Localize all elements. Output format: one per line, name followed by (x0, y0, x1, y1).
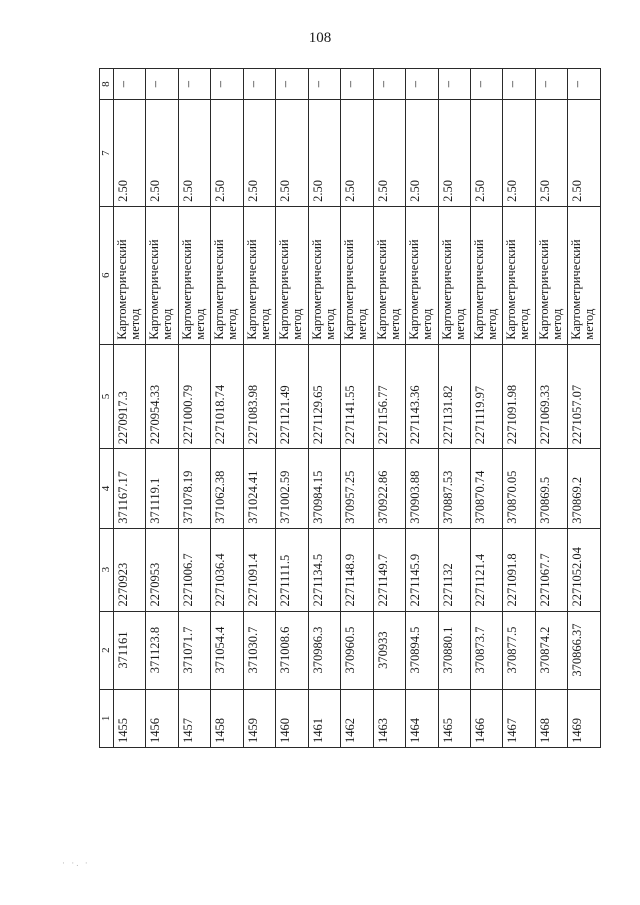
note-cell: – (211, 69, 243, 100)
column-header-2: 2 (100, 611, 114, 689)
y-new-cell: 2271119.97 (470, 344, 502, 449)
accuracy-cell: 2.50 (276, 100, 308, 207)
accuracy-cell: 2.50 (373, 100, 405, 207)
column-header-7: 7 (100, 100, 114, 207)
method-cell: Картометрический метод (243, 206, 275, 344)
method-cell: Картометрический метод (438, 206, 470, 344)
x-old-cell: 370877.5 (503, 611, 535, 689)
y-old-cell: 2271145.9 (406, 528, 438, 611)
scan-artifact: · ·. · (62, 858, 90, 868)
note-cell: – (438, 69, 470, 100)
method-cell: Картометрический метод (568, 206, 601, 344)
x-old-cell: 370880.1 (438, 611, 470, 689)
column-header-1: 1 (100, 689, 114, 747)
accuracy-cell: 2.50 (308, 100, 340, 207)
accuracy-cell: 2.50 (535, 100, 567, 207)
column-header-3: 3 (100, 528, 114, 611)
note-cell: – (243, 69, 275, 100)
table-row (211, 69, 243, 748)
method-cell: Картометрический метод (406, 206, 438, 344)
table-row (535, 69, 567, 748)
accuracy-cell: 2.50 (341, 100, 373, 207)
point-id-cell: 1455 (114, 689, 146, 747)
y-old-cell: 2271036.4 (211, 528, 243, 611)
x-old-cell: 370986.3 (308, 611, 340, 689)
y-new-cell: 2271143.36 (406, 344, 438, 449)
note-cell: – (470, 69, 502, 100)
x-new-cell: 370922.86 (373, 449, 405, 528)
point-id-cell: 1466 (470, 689, 502, 747)
rotated-table-container (99, 68, 601, 748)
point-id-cell: 1457 (178, 689, 210, 747)
table-row (568, 69, 601, 748)
y-new-cell: 2271069.33 (535, 344, 567, 449)
method-cell: Картометрический метод (341, 206, 373, 344)
x-new-cell: 370869.5 (535, 449, 567, 528)
table-row (438, 69, 470, 748)
point-id-cell: 1468 (535, 689, 567, 747)
method-cell: Картометрический метод (373, 206, 405, 344)
x-new-cell: 370887.53 (438, 449, 470, 528)
note-cell: – (178, 69, 210, 100)
point-id-cell: 1467 (503, 689, 535, 747)
table-row (114, 69, 146, 748)
column-header-8: 8 (100, 69, 114, 100)
table-body (114, 69, 601, 748)
y-old-cell: 2271148.9 (341, 528, 373, 611)
table-row (243, 69, 275, 748)
table-row (276, 69, 308, 748)
x-new-cell: 370869.2 (568, 449, 601, 528)
coordinates-table (99, 68, 601, 748)
x-new-cell: 370984.15 (308, 449, 340, 528)
accuracy-cell: 2.50 (243, 100, 275, 207)
y-old-cell: 2270923 (114, 528, 146, 611)
method-cell: Картометрический метод (114, 206, 146, 344)
y-old-cell: 2271149.7 (373, 528, 405, 611)
y-old-cell: 2271091.8 (503, 528, 535, 611)
point-id-cell: 1460 (276, 689, 308, 747)
y-new-cell: 2270954.33 (146, 344, 178, 449)
x-new-cell: 371078.19 (178, 449, 210, 528)
y-old-cell: 2271111.5 (276, 528, 308, 611)
y-new-cell: 2271121.49 (276, 344, 308, 449)
y-old-cell: 2271091.4 (243, 528, 275, 611)
accuracy-cell: 2.50 (146, 100, 178, 207)
method-cell: Картометрический метод (146, 206, 178, 344)
x-old-cell: 371030.7 (243, 611, 275, 689)
accuracy-cell: 2.50 (211, 100, 243, 207)
y-new-cell: 2271091.98 (503, 344, 535, 449)
accuracy-cell: 2.50 (406, 100, 438, 207)
y-old-cell: 2271121.4 (470, 528, 502, 611)
x-new-cell: 370903.88 (406, 449, 438, 528)
method-cell: Картометрический метод (276, 206, 308, 344)
note-cell: – (373, 69, 405, 100)
y-new-cell: 2270917.3 (114, 344, 146, 449)
y-new-cell: 2271057.07 (568, 344, 601, 449)
y-old-cell: 2271067.7 (535, 528, 567, 611)
x-new-cell: 371167.17 (114, 449, 146, 528)
method-cell: Картометрический метод (178, 206, 210, 344)
table-row (308, 69, 340, 748)
accuracy-cell: 2.50 (178, 100, 210, 207)
accuracy-cell: 2.50 (568, 100, 601, 207)
method-cell: Картометрический метод (470, 206, 502, 344)
table-row (178, 69, 210, 748)
x-old-cell: 371008.6 (276, 611, 308, 689)
y-new-cell: 2271000.79 (178, 344, 210, 449)
y-old-cell: 2271134.5 (308, 528, 340, 611)
note-cell: – (341, 69, 373, 100)
note-cell: – (276, 69, 308, 100)
x-old-cell: 370960.5 (341, 611, 373, 689)
point-id-cell: 1469 (568, 689, 601, 747)
y-old-cell: 2271006.7 (178, 528, 210, 611)
x-old-cell: 371054.4 (211, 611, 243, 689)
method-cell: Картометрический метод (535, 206, 567, 344)
point-id-cell: 1456 (146, 689, 178, 747)
point-id-cell: 1458 (211, 689, 243, 747)
table-header-row (100, 69, 114, 748)
note-cell: – (503, 69, 535, 100)
method-cell: Картометрический метод (503, 206, 535, 344)
x-old-cell: 370873.7 (470, 611, 502, 689)
x-old-cell: 370933 (373, 611, 405, 689)
note-cell: – (308, 69, 340, 100)
point-id-cell: 1465 (438, 689, 470, 747)
note-cell: – (114, 69, 146, 100)
table-row (503, 69, 535, 748)
y-old-cell: 2270953 (146, 528, 178, 611)
x-new-cell: 370870.74 (470, 449, 502, 528)
x-new-cell: 371024.41 (243, 449, 275, 528)
point-id-cell: 1462 (341, 689, 373, 747)
accuracy-cell: 2.50 (438, 100, 470, 207)
note-cell: – (568, 69, 601, 100)
accuracy-cell: 2.50 (503, 100, 535, 207)
point-id-cell: 1464 (406, 689, 438, 747)
column-header-5: 5 (100, 344, 114, 449)
x-old-cell: 370874.2 (535, 611, 567, 689)
y-new-cell: 2271156.77 (373, 344, 405, 449)
accuracy-cell: 2.50 (470, 100, 502, 207)
point-id-cell: 1461 (308, 689, 340, 747)
y-new-cell: 2271083.98 (243, 344, 275, 449)
table-row (470, 69, 502, 748)
y-new-cell: 2271131.82 (438, 344, 470, 449)
table-row (406, 69, 438, 748)
column-header-6: 6 (100, 206, 114, 344)
x-new-cell: 371119.1 (146, 449, 178, 528)
table-row (341, 69, 373, 748)
table-row (373, 69, 405, 748)
x-old-cell: 370866.37 (568, 611, 601, 689)
note-cell: – (406, 69, 438, 100)
x-old-cell: 371161 (114, 611, 146, 689)
y-old-cell: 2271132 (438, 528, 470, 611)
accuracy-cell: 2.50 (114, 100, 146, 207)
note-cell: – (535, 69, 567, 100)
x-new-cell: 370870.05 (503, 449, 535, 528)
y-new-cell: 2271129.65 (308, 344, 340, 449)
x-old-cell: 371123.8 (146, 611, 178, 689)
point-id-cell: 1463 (373, 689, 405, 747)
x-new-cell: 371002.59 (276, 449, 308, 528)
method-cell: Картометрический метод (308, 206, 340, 344)
method-cell: Картометрический метод (211, 206, 243, 344)
table-row (146, 69, 178, 748)
point-id-cell: 1459 (243, 689, 275, 747)
y-new-cell: 2271018.74 (211, 344, 243, 449)
column-header-4: 4 (100, 449, 114, 528)
page-number: 108 (308, 30, 332, 46)
y-new-cell: 2271141.55 (341, 344, 373, 449)
x-old-cell: 370894.5 (406, 611, 438, 689)
x-old-cell: 371071.7 (178, 611, 210, 689)
y-old-cell: 2271052.04 (568, 528, 601, 611)
note-cell: – (146, 69, 178, 100)
x-new-cell: 370957.25 (341, 449, 373, 528)
x-new-cell: 371062.38 (211, 449, 243, 528)
